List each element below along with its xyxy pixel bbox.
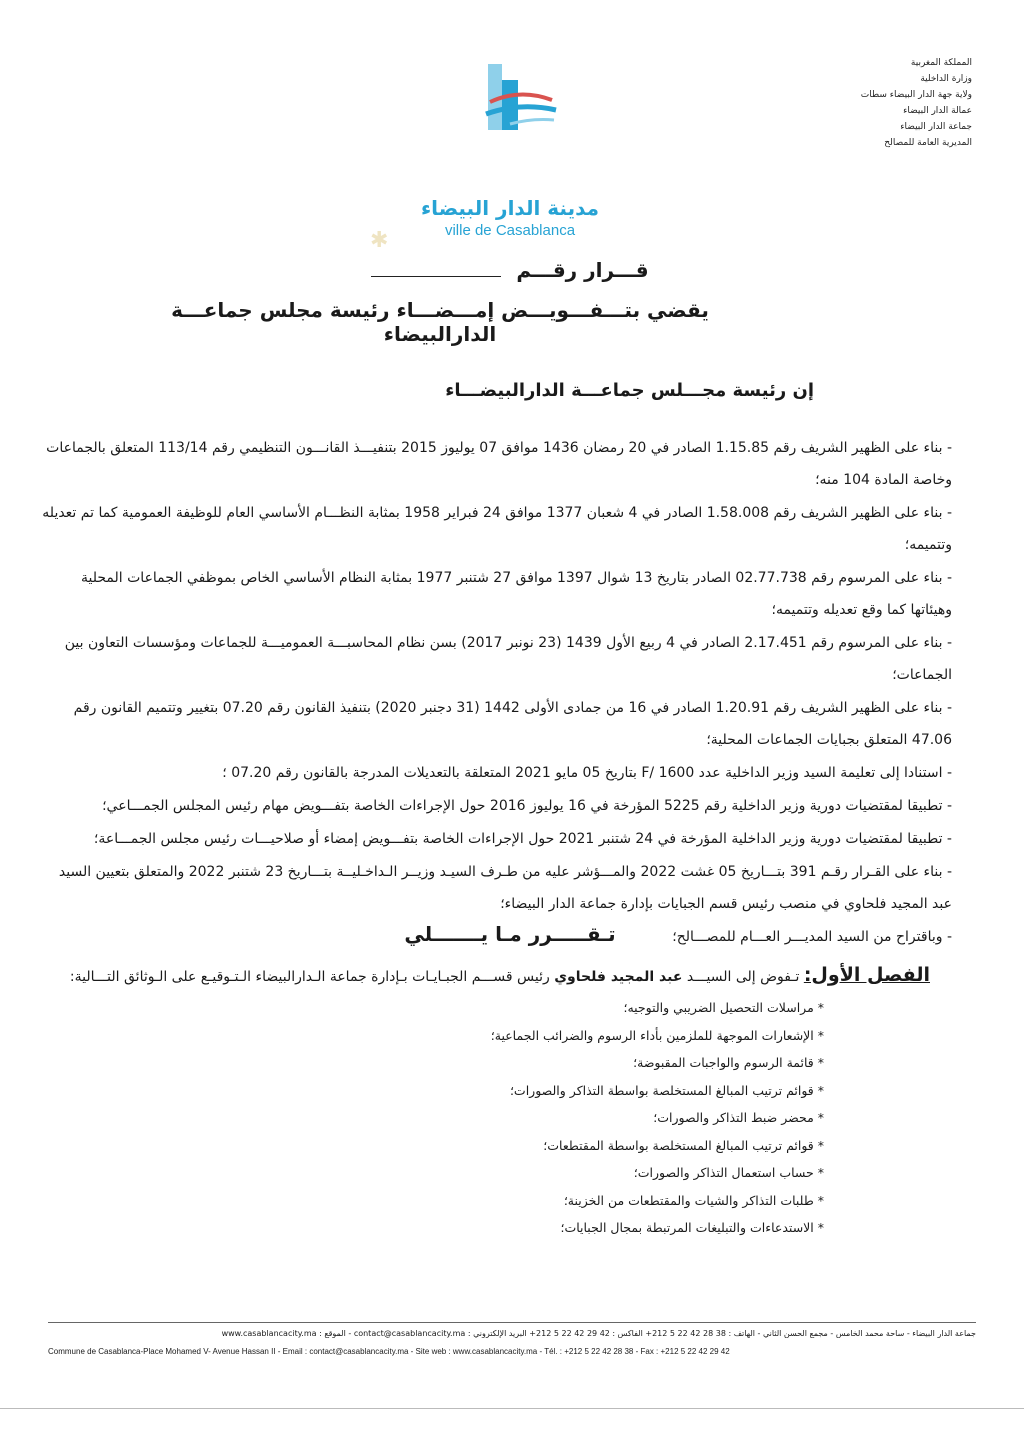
list-item: * محضر ضبط التذاكر والصورات؛ (653, 1110, 824, 1125)
administrative-header (822, 55, 972, 151)
decision-number-line (320, 258, 700, 282)
documents-list (304, 994, 824, 1242)
footer-divider (48, 1322, 976, 1323)
casablanca-logo-icon (480, 58, 560, 138)
header-line: المديرية العامة للمصالح (884, 138, 972, 148)
header-line: المملكة المغربية (910, 58, 972, 68)
recital-item: - استنادا إلى تعليمة السيد وزير الداخلية عدد 1600 /F بتاريخ 05 مايو 2021 المتعلقة بالتعديلات المدرجة بالقانون رقم 07.20 ؛ (222, 765, 952, 781)
faint-stamp-mark: ✱ (370, 228, 389, 253)
decision-title: قـــرار رقـــم (516, 258, 649, 282)
list-item: * الإشعارات الموجهة للملزمين بأداء الرسوم والضرائب الجماعية؛ (490, 1027, 824, 1043)
recital-item: - بناء على الظهير الشريف رقم 1.20.91 الصادر في 16 من جمادى الأولى 1442 (31 دجنبر 2020) بتنفيذ القانون رقم 07.20 بتغيير وتتميم القانون رقم 47.06 المتعلق بجبايات الجماعات المحلية؛ (73, 700, 952, 748)
recital-item: - وباقتراح من السيد المديـــر العـــام للمصـــالح؛ (672, 929, 952, 945)
article-text-after: رئيس قســـم الجبـايـات بـإدارة جماعة الـدارالبيضاء الـتـوقيـع على الـوثائق التـــالية: (69, 969, 550, 985)
delegate-name: عبد المجيد فلحاوي (554, 969, 683, 985)
footer-french: Commune de Casablanca-Place Mohamed V- Avenue Hassan II - Email : contact@casablancacity.ma - Site web : www.casablancacity.ma - Tél. : +212 5 22 42 28 38 - Fax : +212 5 22 42 29 42 (48, 1347, 730, 1356)
recital-item: - بناء على المرسوم رقم 2.17.451 الصادر في 4 ربيع الأول 1439 (23 نونبر 2017) بسن نظام المحاسبـــة العموميـــة للجماعات ومؤسسات التعاون بين الجماعات؛ (64, 635, 952, 683)
recital-item: - تطبيقا لمقتضيات دورية وزير الداخلية رقم 5225 المؤرخة في 16 يوليوز 2016 حول الإجراءات الخاصة بتفـــويض مهام رئيس المجلس الجمـــاعي؛ (102, 798, 952, 814)
article-label: الفصل الأول: (803, 964, 930, 986)
page-bottom-rule (0, 1408, 1024, 1409)
header-line: وزارة الداخلية (920, 74, 972, 84)
issuer-line: إن رئيسة مجـــلس جماعـــة الدارالبيضـــاء (445, 380, 814, 401)
list-item: * الاستدعاءات والتبليغات المرتبطة بمجال الجبايات؛ (560, 1220, 824, 1235)
list-item: * طلبات التذاكر والشيات والمقتطعات من الخزينة؛ (563, 1192, 824, 1208)
recital-item: - بناء على القـرار رقـم 391 بتـــاريخ 05 غشت 2022 والمـــؤشر عليه من طـرف السيـد وزيــر الـداخـليــة بتـــاريخ 23 شتنبر 2022 والمتعلق بتعيين السيد عبد المجيد فلحاوي في منصب رئيس قسم الجبايات بإدارة جماعة الدار البيضاء؛ (58, 864, 952, 912)
recital-item: - بناء على الظهير الشريف رقم 1.58.008 الصادر في 4 شعبان 1377 موافق 24 فبراير 1958 بمثابة النظـــام الأساسي العام للوظيفة العمومية كما تم تعديله وتتميمه؛ (42, 505, 952, 553)
list-item: * قوائم ترتيب المبالغ المستخلصة بواسطة المقتطعات؛ (543, 1137, 824, 1153)
decision-number-blank (371, 276, 501, 277)
decision-subject: يقضي بتـــفـــويـــض إمـــضـــاء رئيسة مجلس جماعـــة الدارالبيضاء (171, 298, 709, 346)
logo-name-french: ville de Casablanca (444, 222, 576, 239)
header-line: عمالة الدار البيضاء (903, 106, 972, 116)
recital-item: - بناء على المرسوم رقم 02.77.738 الصادر بتاريخ 13 شوال 1397 موافق 27 شتنبر 1977 بمثابة النظام الأساسي الخاص بموظفي الجماعات المحلية وهيئاتها كما وقع تعديله وتتميمه؛ (81, 570, 952, 618)
logo-name-arabic: مدينة الدار البيضاء (420, 196, 600, 220)
decides-heading: تـقـــــرر مـا يـــــــلي (404, 922, 616, 946)
list-item: * مراسلات التحصيل الضريبي والتوجيه؛ (623, 1000, 824, 1015)
header-line: ولاية جهة الدار البيضاء سطات (860, 90, 972, 100)
list-item: * حساب استعمال التذاكر والصورات؛ (633, 1165, 824, 1180)
header-line: جماعة الدار البيضاء (900, 122, 972, 132)
recitals (40, 432, 952, 954)
article-text-before: تـفوض إلى السيـــد (686, 969, 800, 985)
city-logo (420, 58, 600, 239)
recital-item: - بناء على الظهير الشريف رقم 1.15.85 الصادر في 20 رمضان 1436 موافق 07 يوليوز 2015 بتنفيـــذ القانـــون التنظيمي رقم 113/14 المتعلق بالجماعات وخاصة المادة 104 منه؛ (46, 440, 952, 488)
list-item: * قائمة الرسوم والواجبات المقبوضة؛ (633, 1055, 824, 1070)
recital-item: - تطبيقا لمقتضيات دورية وزير الداخلية المؤرخة في 24 شتنبر 2021 حول الإجراءات الخاصة بتفـــويض إمضاء أو صلاحيـــات رئيس مجلس الجمـــاعة؛ (93, 831, 952, 847)
list-item: * قوائم ترتيب المبالغ المستخلصة بواسطة التذاكر والصورات؛ (509, 1082, 824, 1098)
article-one (40, 960, 930, 992)
footer-arabic: جماعة الدار البيضاء - ساحة محمد الخامس - مجمع الحسن الثاني - الهاتف : 38 28 42 22 5 212+ الفاكس : 42 29 42 22 5 212+ البريد الإلكتروني : contact@casablancacity.ma - الموقع : www.casablancacity.ma (221, 1329, 976, 1338)
